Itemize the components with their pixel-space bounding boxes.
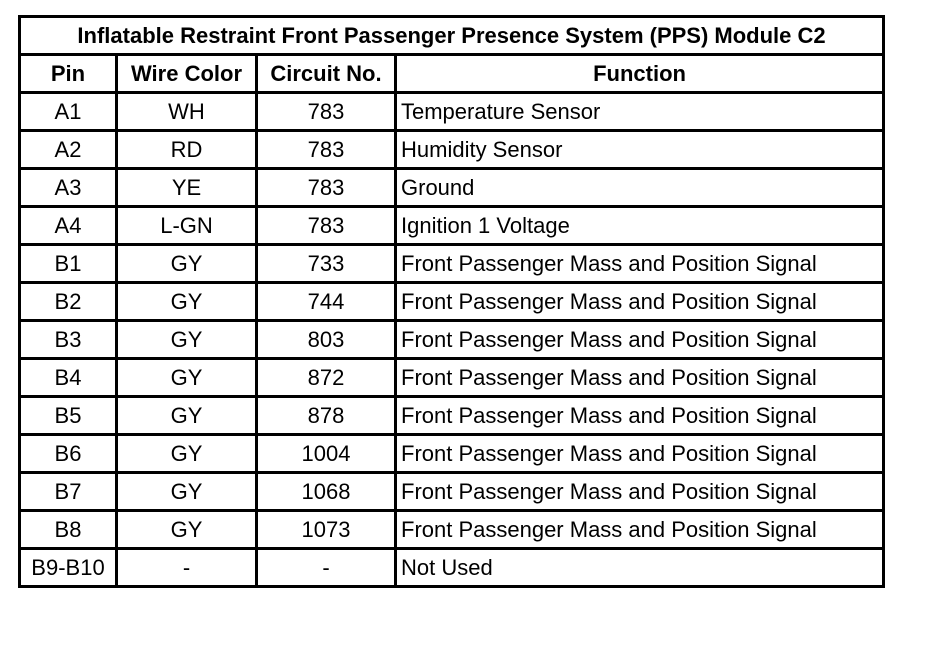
function-cell: Front Passenger Mass and Position Signal [396,321,884,359]
function-cell: Front Passenger Mass and Position Signal [396,511,884,549]
function-cell: Front Passenger Mass and Position Signal [396,473,884,511]
circuit-no-cell: 803 [257,321,396,359]
circuit-no-cell: 783 [257,131,396,169]
function-cell: Ground [396,169,884,207]
table-row [20,397,884,435]
function-cell: Front Passenger Mass and Position Signal [396,359,884,397]
circuit-no-cell: 1004 [257,435,396,473]
wire-color-cell: - [117,549,257,587]
circuit-no-cell: 1068 [257,473,396,511]
table-row [20,321,884,359]
table-row [20,207,884,245]
pin-cell: B5 [20,397,117,435]
circuit-no-cell: 872 [257,359,396,397]
circuit-no-cell: 878 [257,397,396,435]
wire-color-cell: L-GN [117,207,257,245]
pin-cell: B2 [20,283,117,321]
pin-cell: B4 [20,359,117,397]
pin-cell: B6 [20,435,117,473]
wire-color-cell: GY [117,283,257,321]
pin-cell: B9-B10 [20,549,117,587]
wire-color-cell: GY [117,321,257,359]
table-row [20,549,884,587]
pin-cell: B3 [20,321,117,359]
function-cell: Not Used [396,549,884,587]
wire-color-cell: GY [117,397,257,435]
function-cell: Front Passenger Mass and Position Signal [396,283,884,321]
circuit-no-cell: 744 [257,283,396,321]
wire-color-cell: GY [117,435,257,473]
circuit-no-cell: 783 [257,207,396,245]
table-title-row [20,17,884,55]
table-row [20,435,884,473]
header-circuit-no: Circuit No. [257,55,396,93]
function-cell: Front Passenger Mass and Position Signal [396,397,884,435]
pin-cell: A4 [20,207,117,245]
wire-color-cell: RD [117,131,257,169]
table-row [20,169,884,207]
function-cell: Humidity Sensor [396,131,884,169]
table-row [20,359,884,397]
circuit-no-cell: 783 [257,169,396,207]
header-function: Function [396,55,884,93]
function-cell: Temperature Sensor [396,93,884,131]
function-cell: Ignition 1 Voltage [396,207,884,245]
pin-cell: B1 [20,245,117,283]
table-row [20,283,884,321]
wire-color-cell: WH [117,93,257,131]
header-pin: Pin [20,55,117,93]
pin-cell: A2 [20,131,117,169]
function-cell: Front Passenger Mass and Position Signal [396,245,884,283]
wire-color-cell: YE [117,169,257,207]
connector-table-container [18,15,885,588]
table-row [20,473,884,511]
table-title: Inflatable Restraint Front Passenger Presence System (PPS) Module C2 [20,17,884,55]
wire-color-cell: GY [117,511,257,549]
pin-cell: B7 [20,473,117,511]
circuit-no-cell: 1073 [257,511,396,549]
table-row [20,511,884,549]
pin-cell: A1 [20,93,117,131]
table-row [20,131,884,169]
connector-pinout-table [18,15,885,588]
header-wire-color: Wire Color [117,55,257,93]
table-row [20,245,884,283]
wire-color-cell: GY [117,245,257,283]
circuit-no-cell: - [257,549,396,587]
wire-color-cell: GY [117,473,257,511]
circuit-no-cell: 733 [257,245,396,283]
circuit-no-cell: 783 [257,93,396,131]
pin-cell: A3 [20,169,117,207]
table-row [20,93,884,131]
wire-color-cell: GY [117,359,257,397]
pin-cell: B8 [20,511,117,549]
function-cell: Front Passenger Mass and Position Signal [396,435,884,473]
table-header-row [20,55,884,93]
